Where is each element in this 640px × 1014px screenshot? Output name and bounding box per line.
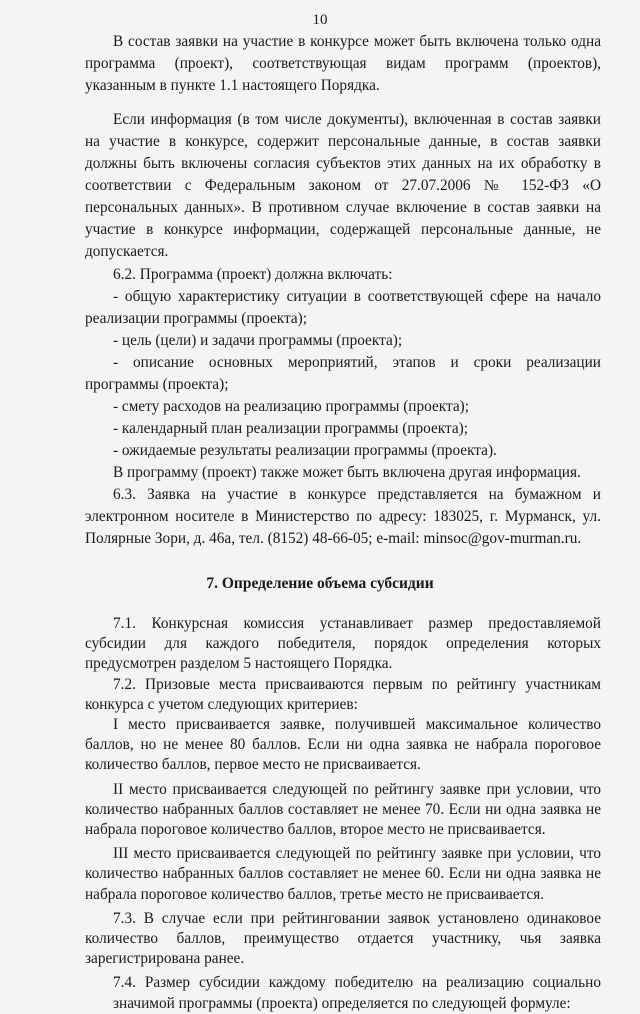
s62-item1-line1: - общую характеристику ситуации в соответствующей сфере на начало (113, 288, 601, 305)
para2-line5: персональных данных». В противном случае включение в состав заявки на (85, 199, 601, 216)
s72-line1: 7.2. Призовые места присваиваются первым по рейтингу участникам (113, 675, 601, 693)
s71-line1: 7.1. Конкурсная комиссия устанавливает размер предоставляемой (113, 615, 601, 632)
s63-line2: электронном носителе в Министерство по адресу: 183025, г. Мурманск, ул. (85, 508, 601, 525)
place3-line1: III место присваивается следующей по рейтингу заявке при условии, что (113, 845, 601, 863)
para2-line2: на участие в конкурсе, содержит персональные данные, в состав заявки (85, 133, 601, 150)
s62-item5: - календарный план реализации программы (проекта); (113, 420, 468, 437)
place2-line3: набрала пороговое количество баллов, второе место не присваивается. (85, 821, 546, 838)
s62-item4: - смету расходов на реализацию программы (проекта); (113, 398, 469, 415)
s62-item2: - цель (цели) и задачи программы (проекта); (113, 332, 403, 349)
s74-line1: 7.4. Размер субсидии каждому победителю на реализацию социально (113, 974, 601, 992)
s62-item3-line1: - описание основных мероприятий, этапов и сроки реализации (113, 354, 601, 371)
s73-line2: количество баллов, преимущество отдается участнику, чья заявка (85, 930, 601, 947)
s62-extra: В программу (проект) также может быть включена другая информация. (113, 464, 581, 481)
s72-line2: конкурса с учетом следующих критериев: (85, 695, 358, 713)
s71-line3: предусмотрен разделом 5 настоящего Порядка. (85, 655, 393, 673)
place2-line1: II место присваивается следующей по рейтингу заявке при условии, что (113, 780, 601, 798)
para2-line3: должны быть включены согласия субъектов этих данных на их обработку в (85, 155, 601, 172)
place3-line2: количество набранных баллов составляет не менее 60. Если ни одна заявка не (85, 865, 601, 883)
s71-line2: субсидии для каждого победителя, порядок определения которых (85, 635, 601, 653)
section7-heading: 7. Определение объема субсидии (206, 575, 434, 592)
para2-line6: участие в конкурсе информации, содержащей персональные данные, не (85, 221, 601, 238)
s63-line3: Полярные Зори, д. 46а, тел. (8152) 48-66-05; e-mail: minsoc@gov-murman.ru. (85, 530, 582, 547)
s73-line1: 7.3. В случае если при рейтинговании заявок установлено одинаковое (113, 909, 601, 927)
s63-line1: 6.3. Заявка на участие в конкурсе представляется на бумажном и (113, 486, 601, 503)
s62-item3-line2: программы (проекта); (85, 376, 229, 393)
s62-intro: 6.2. Программа (проект) должна включать: (113, 266, 393, 283)
s62-item6: - ожидаемые результаты реализации программы (проекта). (113, 442, 497, 459)
para2-line7: допускается. (85, 243, 169, 260)
place1-line3: количество баллов, первое место не присваивается. (85, 756, 421, 774)
para1-line2: программа (проект), соответствующая видам программ (проектов), (85, 55, 601, 72)
para2-line4: соответствии с Федеральным законом от 27.07.2006 № 152-ФЗ «О (85, 177, 601, 194)
place1-line2: баллов, но не менее 80 баллов. Если ни одна заявка не набрала пороговое (85, 736, 601, 754)
s73-line3: зарегистрирована ранее. (85, 950, 245, 968)
s62-item1-line2: реализации программы (проекта); (85, 310, 308, 327)
place1-line1: I место присваивается заявке, получившей максимальное количество (113, 716, 601, 733)
page-number: 10 (312, 12, 328, 28)
place3-line3: набрала пороговое количество баллов, третье место не присваивается. (85, 885, 545, 903)
place2-line2: количество набранных баллов составляет не менее 70. Если ни одна заявка не (85, 800, 601, 818)
para1-line1: В состав заявки на участие в конкурсе может быть включена только одна (113, 33, 601, 50)
para1-line3: указанным в пункте 1.1 настоящего Порядка. (85, 77, 380, 94)
para2-line1: Если информация (в том числе документы), включенная в состав заявки (113, 111, 601, 128)
s74-line2: значимой программы (проекта) определяется по следующей формуле: (113, 994, 571, 1012)
